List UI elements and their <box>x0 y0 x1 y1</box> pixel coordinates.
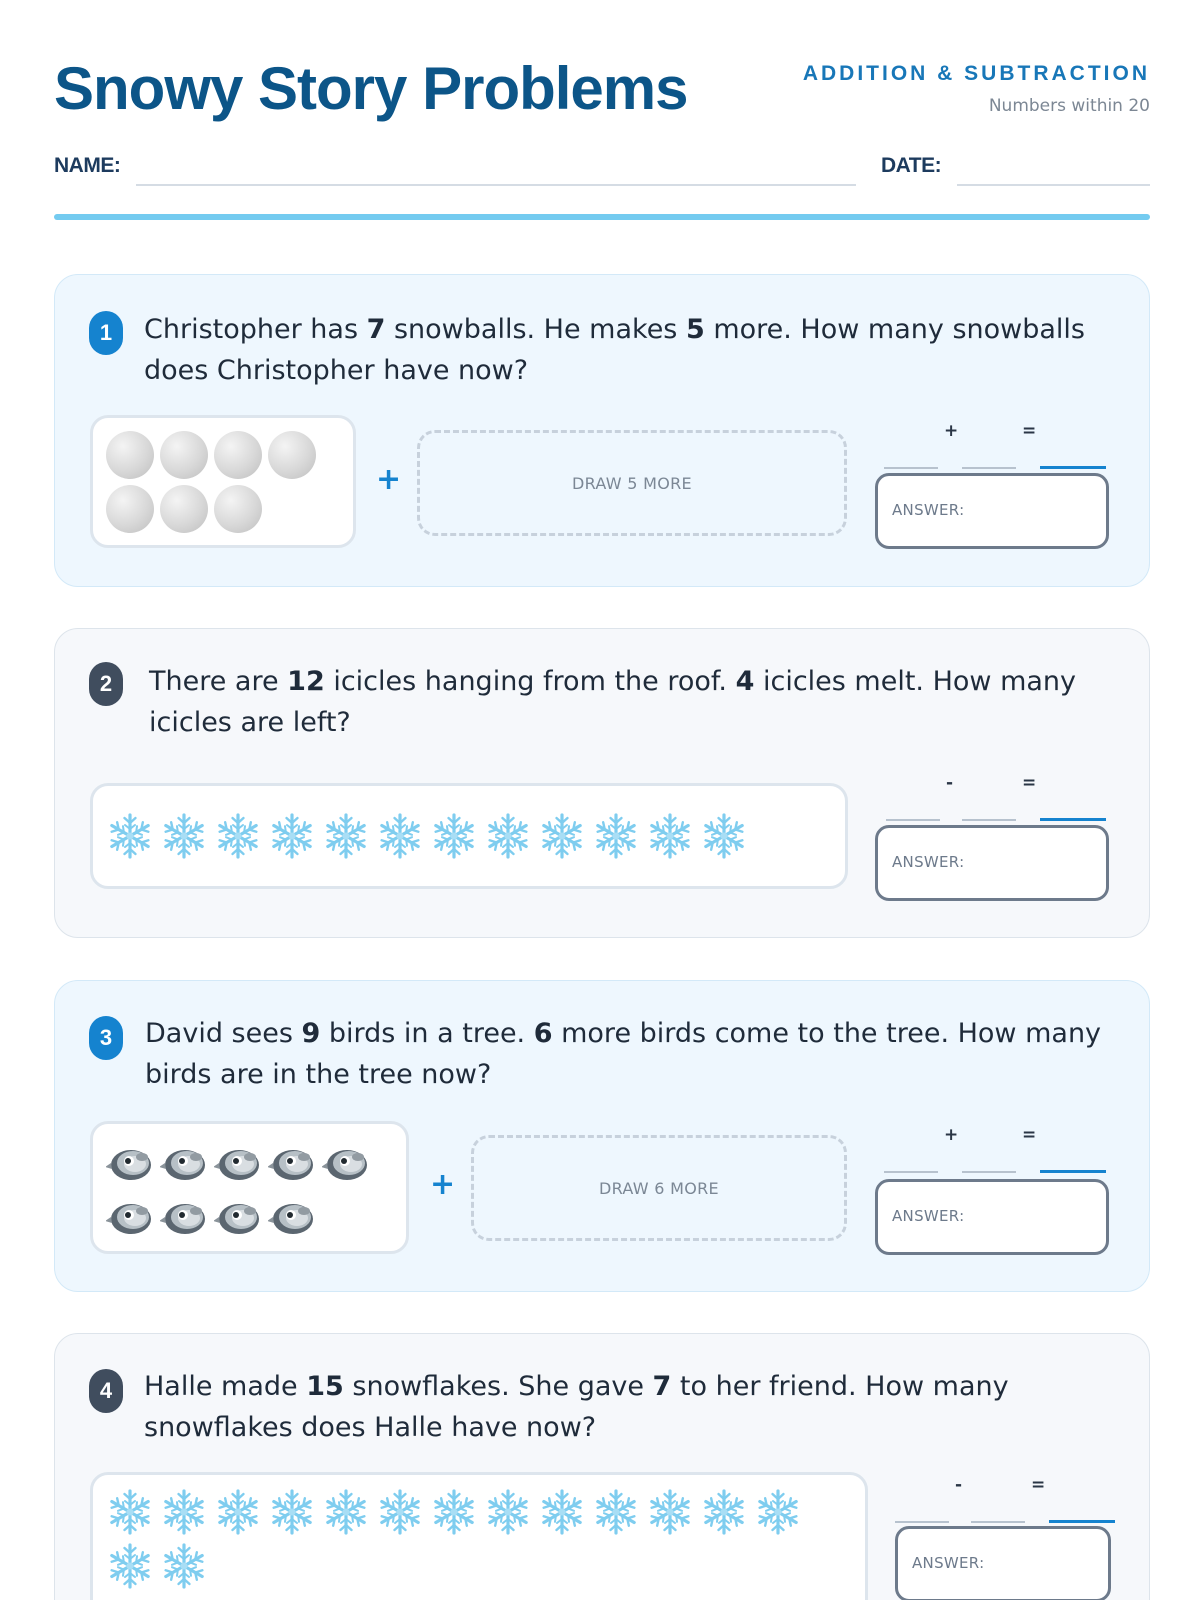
counter-box <box>90 415 356 548</box>
equation-blanks[interactable] <box>895 1473 1125 1523</box>
bird-icon <box>106 1137 154 1185</box>
snowball-icon <box>160 485 208 533</box>
operator-sign: + <box>944 421 959 441</box>
addend-blank[interactable] <box>884 467 938 469</box>
counter-box <box>90 1121 409 1254</box>
snowflake-icon <box>376 1488 424 1536</box>
snowflake-icon <box>484 1488 532 1536</box>
snowflake-icon <box>268 812 316 860</box>
snowflake-icon <box>484 812 532 860</box>
bird-icon <box>214 1137 262 1185</box>
bird-icon <box>160 1137 208 1185</box>
date-label: DATE: <box>881 154 942 177</box>
snowflake-icon <box>160 812 208 860</box>
equation-blanks[interactable] <box>886 771 1116 821</box>
problem-card-4 <box>54 1333 1150 1600</box>
snowflake-icon <box>646 812 694 860</box>
snowflake-icon <box>754 1488 802 1536</box>
bird-icon <box>268 1191 316 1239</box>
problem-text: There are 12 icicles hanging from the roof. 4 icicles melt. How many icicles are left? <box>149 666 1077 738</box>
counter-box <box>90 1472 868 1600</box>
snowball-icon <box>268 431 316 479</box>
problem-text: David sees 9 birds in a tree. 6 more birds come to the tree. How many birds are in the tree now? <box>145 1018 1102 1090</box>
bird-icon <box>160 1191 208 1239</box>
draw-area[interactable]: DRAW 6 MORE <box>471 1135 847 1241</box>
snowball-icon <box>106 431 154 479</box>
snowball-icon <box>214 485 262 533</box>
snowball-icon <box>214 431 262 479</box>
snowflake-icon <box>214 812 262 860</box>
snowball-icon <box>160 431 208 479</box>
answer-box[interactable] <box>875 1179 1109 1255</box>
operator-sign: + <box>944 1125 959 1145</box>
snowflake-icon <box>592 1488 640 1536</box>
snowflake-icon <box>160 1488 208 1536</box>
answer-label: ANSWER: <box>892 853 965 871</box>
header-divider <box>54 214 1150 220</box>
problem-number-badge: 1 <box>89 311 123 355</box>
problem-text: Christopher has 7 snowballs. He makes 5 more. How many snowballs does Christopher have now? <box>144 314 1085 386</box>
snowflake-icon <box>214 1488 262 1536</box>
snowflake-icon <box>268 1488 316 1536</box>
draw-area[interactable]: DRAW 5 MORE <box>417 430 847 536</box>
minuend-blank[interactable] <box>895 1521 949 1523</box>
addend-blank[interactable] <box>962 1171 1016 1173</box>
snowflake-icon <box>322 1488 370 1536</box>
problem-card-3 <box>54 980 1150 1292</box>
snowflake-icon <box>106 1488 154 1536</box>
answer-box[interactable] <box>875 473 1109 549</box>
snowflake-icon <box>430 1488 478 1536</box>
result-blank[interactable] <box>1040 466 1106 469</box>
problem-text: Halle made 15 snowflakes. She gave 7 to her friend. How many snowflakes does Halle have now? <box>144 1371 1009 1443</box>
problem-card-2 <box>54 628 1150 938</box>
equation-blanks[interactable] <box>884 419 1114 469</box>
equals-sign: = <box>1022 421 1037 441</box>
snowball-icon <box>106 485 154 533</box>
bird-icon <box>322 1137 370 1185</box>
plus-sign: + <box>430 1167 456 1202</box>
snowflake-icon <box>646 1488 694 1536</box>
answer-box[interactable] <box>895 1526 1111 1600</box>
snowflake-icon <box>700 812 748 860</box>
name-field[interactable] <box>136 184 856 186</box>
snowflake-icon <box>160 1542 208 1590</box>
snowflake-icon <box>106 1542 154 1590</box>
snowflake-icon <box>106 812 154 860</box>
worksheet-header <box>54 54 1150 224</box>
minuend-blank[interactable] <box>886 819 940 821</box>
result-blank[interactable] <box>1040 1170 1106 1173</box>
addend-blank[interactable] <box>884 1171 938 1173</box>
equals-sign: = <box>1022 1125 1037 1145</box>
snowflake-icon <box>700 1488 748 1536</box>
answer-label: ANSWER: <box>892 1207 965 1225</box>
problem-card-1 <box>54 274 1150 587</box>
bird-icon <box>214 1191 262 1239</box>
name-label: NAME: <box>54 154 121 177</box>
result-blank[interactable] <box>1040 818 1106 821</box>
equals-sign: = <box>1022 773 1037 793</box>
bird-icon <box>268 1137 316 1185</box>
snowflake-icon <box>430 812 478 860</box>
subtopic-label: Numbers within 20 <box>988 96 1150 116</box>
snowflake-icon <box>376 812 424 860</box>
operator-sign: - <box>946 773 954 793</box>
equation-blanks[interactable] <box>884 1123 1114 1173</box>
subtrahend-blank[interactable] <box>962 819 1016 821</box>
equals-sign: = <box>1031 1475 1046 1495</box>
answer-box[interactable] <box>875 825 1109 901</box>
counter-box <box>90 783 848 889</box>
addend-blank[interactable] <box>962 467 1016 469</box>
snowflake-icon <box>538 1488 586 1536</box>
problem-number-badge: 3 <box>89 1016 123 1060</box>
snowflake-icon <box>538 812 586 860</box>
plus-sign: + <box>376 462 402 497</box>
problem-number-badge: 4 <box>89 1369 123 1413</box>
result-blank[interactable] <box>1049 1520 1115 1523</box>
date-field[interactable] <box>957 184 1150 186</box>
snowflake-icon <box>592 812 640 860</box>
problem-number-badge: 2 <box>89 662 123 706</box>
answer-label: ANSWER: <box>912 1554 985 1572</box>
operator-sign: - <box>955 1475 963 1495</box>
answer-label: ANSWER: <box>892 501 965 519</box>
page-title: Snowy Story Problems <box>54 55 688 122</box>
topic-label: ADDITION & SUBTRACTION <box>802 62 1150 85</box>
snowflake-icon <box>322 812 370 860</box>
bird-icon <box>106 1191 154 1239</box>
subtrahend-blank[interactable] <box>971 1521 1025 1523</box>
